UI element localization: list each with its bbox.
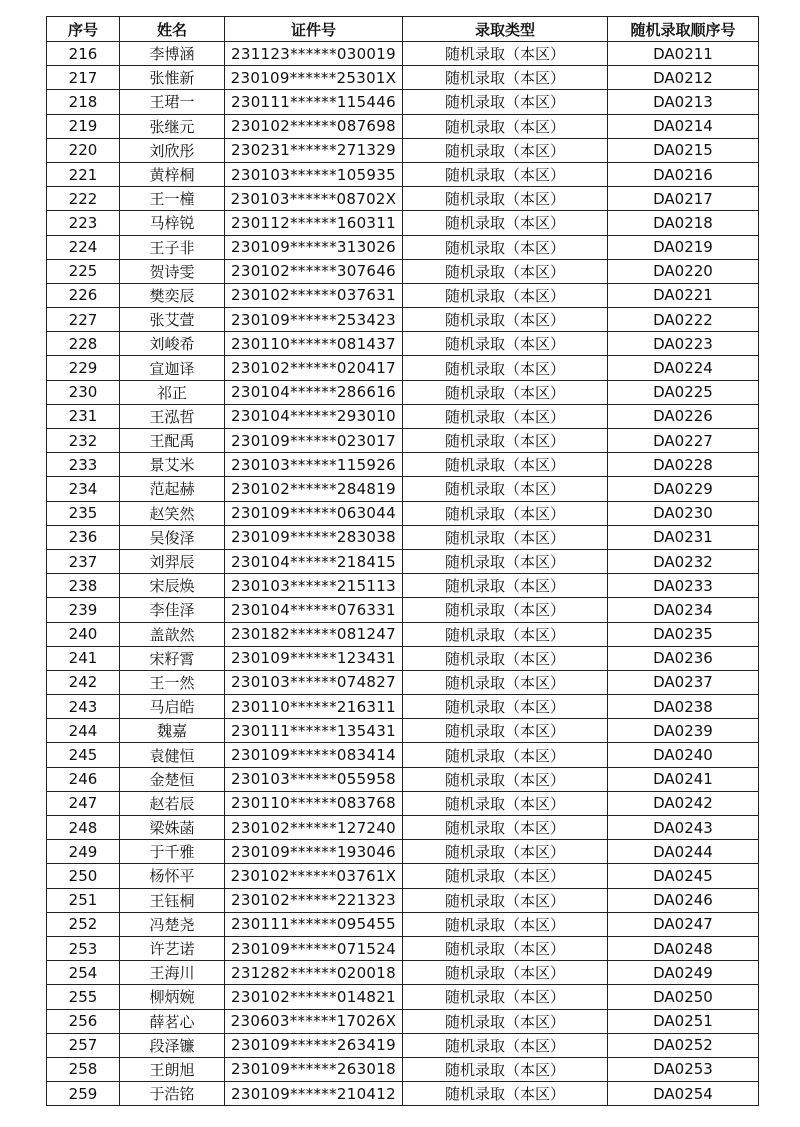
cell-serial: 239 [47, 598, 120, 622]
cell-random-order: DA0254 [608, 1082, 759, 1106]
cell-admission-type: 随机录取（本区） [403, 549, 608, 573]
cell-random-order: DA0231 [608, 525, 759, 549]
table-row [47, 695, 759, 719]
table-row [47, 187, 759, 211]
cell-admission-type: 随机录取（本区） [403, 670, 608, 694]
table-row [47, 816, 759, 840]
cell-name: 王一然 [120, 670, 225, 694]
cell-random-order: DA0236 [608, 646, 759, 670]
cell-serial: 238 [47, 574, 120, 598]
table-row [47, 743, 759, 767]
cell-id-number: 230111******095455 [225, 912, 403, 936]
table-header-row [47, 17, 759, 42]
cell-name: 柳炳婉 [120, 985, 225, 1009]
cell-admission-type: 随机录取（本区） [403, 695, 608, 719]
cell-id-number: 230103******115926 [225, 453, 403, 477]
cell-admission-type: 随机录取（本区） [403, 66, 608, 90]
table-row [47, 308, 759, 332]
cell-serial: 230 [47, 380, 120, 404]
cell-random-order: DA0214 [608, 114, 759, 138]
table-row [47, 1082, 759, 1106]
cell-random-order: DA0246 [608, 888, 759, 912]
cell-serial: 243 [47, 695, 120, 719]
cell-admission-type: 随机录取（本区） [403, 1082, 608, 1106]
cell-random-order: DA0240 [608, 743, 759, 767]
cell-name: 吴俊泽 [120, 525, 225, 549]
cell-admission-type: 随机录取（本区） [403, 187, 608, 211]
cell-admission-type: 随机录取（本区） [403, 791, 608, 815]
cell-random-order: DA0243 [608, 816, 759, 840]
cell-id-number: 231123******030019 [225, 42, 403, 66]
table-row [47, 429, 759, 453]
cell-name: 冯楚尧 [120, 912, 225, 936]
cell-serial: 258 [47, 1057, 120, 1081]
cell-id-number: 230104******076331 [225, 598, 403, 622]
cell-id-number: 230110******216311 [225, 695, 403, 719]
table-row [47, 912, 759, 936]
cell-serial: 254 [47, 961, 120, 985]
cell-serial: 218 [47, 90, 120, 114]
cell-serial: 255 [47, 985, 120, 1009]
cell-admission-type: 随机录取（本区） [403, 912, 608, 936]
cell-name: 宋辰焕 [120, 574, 225, 598]
table-row [47, 90, 759, 114]
table-row [47, 622, 759, 646]
cell-id-number: 230103******055958 [225, 767, 403, 791]
cell-admission-type: 随机录取（本区） [403, 936, 608, 960]
cell-name: 李佳泽 [120, 598, 225, 622]
table-row [47, 888, 759, 912]
cell-name: 马启皓 [120, 695, 225, 719]
cell-admission-type: 随机录取（本区） [403, 42, 608, 66]
cell-admission-type: 随机录取（本区） [403, 888, 608, 912]
cell-random-order: DA0234 [608, 598, 759, 622]
cell-id-number: 230104******286616 [225, 380, 403, 404]
cell-id-number: 230110******081437 [225, 332, 403, 356]
cell-serial: 217 [47, 66, 120, 90]
cell-id-number: 230102******014821 [225, 985, 403, 1009]
cell-serial: 223 [47, 211, 120, 235]
table-row [47, 332, 759, 356]
cell-admission-type: 随机录取（本区） [403, 283, 608, 307]
header-name: 姓名 [120, 17, 225, 42]
table-row [47, 114, 759, 138]
cell-serial: 257 [47, 1033, 120, 1057]
cell-random-order: DA0232 [608, 549, 759, 573]
cell-admission-type: 随机录取（本区） [403, 985, 608, 1009]
cell-random-order: DA0217 [608, 187, 759, 211]
table-row [47, 936, 759, 960]
cell-id-number: 230109******083414 [225, 743, 403, 767]
table-row [47, 42, 759, 66]
cell-random-order: DA0220 [608, 259, 759, 283]
cell-id-number: 230112******160311 [225, 211, 403, 235]
admission-list-sheet [46, 16, 758, 1106]
cell-admission-type: 随机录取（本区） [403, 380, 608, 404]
cell-serial: 241 [47, 646, 120, 670]
cell-random-order: DA0226 [608, 404, 759, 428]
cell-admission-type: 随机录取（本区） [403, 1057, 608, 1081]
cell-id-number: 230103******215113 [225, 574, 403, 598]
cell-id-number: 230102******037631 [225, 283, 403, 307]
cell-id-number: 230103******074827 [225, 670, 403, 694]
cell-admission-type: 随机录取（本区） [403, 259, 608, 283]
cell-name: 王珺一 [120, 90, 225, 114]
admission-table [46, 16, 759, 1106]
cell-random-order: DA0247 [608, 912, 759, 936]
cell-admission-type: 随机录取（本区） [403, 646, 608, 670]
cell-random-order: DA0223 [608, 332, 759, 356]
cell-serial: 253 [47, 936, 120, 960]
cell-name: 盖歆然 [120, 622, 225, 646]
cell-name: 马梓锐 [120, 211, 225, 235]
cell-name: 王配禹 [120, 429, 225, 453]
cell-id-number: 230109******063044 [225, 501, 403, 525]
cell-admission-type: 随机录取（本区） [403, 356, 608, 380]
cell-random-order: DA0230 [608, 501, 759, 525]
cell-admission-type: 随机录取（本区） [403, 453, 608, 477]
cell-id-number: 230103******105935 [225, 162, 403, 186]
cell-random-order: DA0248 [608, 936, 759, 960]
cell-random-order: DA0241 [608, 767, 759, 791]
cell-admission-type: 随机录取（本区） [403, 477, 608, 501]
cell-name: 王朗旭 [120, 1057, 225, 1081]
cell-name: 薛茗心 [120, 1009, 225, 1033]
table-row [47, 259, 759, 283]
cell-serial: 229 [47, 356, 120, 380]
cell-serial: 216 [47, 42, 120, 66]
table-row [47, 283, 759, 307]
header-admission-type: 录取类型 [403, 17, 608, 42]
table-row [47, 138, 759, 162]
cell-admission-type: 随机录取（本区） [403, 743, 608, 767]
cell-random-order: DA0215 [608, 138, 759, 162]
cell-admission-type: 随机录取（本区） [403, 501, 608, 525]
cell-id-number: 230603******17026X [225, 1009, 403, 1033]
cell-admission-type: 随机录取（本区） [403, 1033, 608, 1057]
cell-random-order: DA0212 [608, 66, 759, 90]
cell-id-number: 230109******023017 [225, 429, 403, 453]
table-row [47, 477, 759, 501]
cell-name: 刘羿辰 [120, 549, 225, 573]
cell-id-number: 230102******020417 [225, 356, 403, 380]
table-row [47, 767, 759, 791]
cell-id-number: 230109******123431 [225, 646, 403, 670]
cell-name: 王一橦 [120, 187, 225, 211]
cell-name: 金楚恒 [120, 767, 225, 791]
cell-id-number: 231282******020018 [225, 961, 403, 985]
cell-id-number: 230103******08702X [225, 187, 403, 211]
cell-name: 王钰桐 [120, 888, 225, 912]
cell-name: 李博涵 [120, 42, 225, 66]
cell-id-number: 230109******263018 [225, 1057, 403, 1081]
cell-admission-type: 随机录取（本区） [403, 332, 608, 356]
table-row [47, 961, 759, 985]
cell-admission-type: 随机录取（本区） [403, 162, 608, 186]
cell-name: 王海川 [120, 961, 225, 985]
cell-admission-type: 随机录取（本区） [403, 598, 608, 622]
cell-id-number: 230109******253423 [225, 308, 403, 332]
cell-id-number: 230109******283038 [225, 525, 403, 549]
table-row [47, 162, 759, 186]
cell-name: 魏嘉 [120, 719, 225, 743]
cell-random-order: DA0233 [608, 574, 759, 598]
cell-id-number: 230182******081247 [225, 622, 403, 646]
cell-serial: 237 [47, 549, 120, 573]
cell-name: 袁健恒 [120, 743, 225, 767]
cell-id-number: 230109******193046 [225, 840, 403, 864]
cell-serial: 249 [47, 840, 120, 864]
cell-id-number: 230109******25301X [225, 66, 403, 90]
table-body [47, 42, 759, 1106]
cell-name: 黄梓桐 [120, 162, 225, 186]
cell-admission-type: 随机录取（本区） [403, 864, 608, 888]
table-row [47, 356, 759, 380]
cell-serial: 224 [47, 235, 120, 259]
cell-random-order: DA0253 [608, 1057, 759, 1081]
cell-admission-type: 随机录取（本区） [403, 1009, 608, 1033]
cell-serial: 228 [47, 332, 120, 356]
table-row [47, 404, 759, 428]
cell-id-number: 230110******083768 [225, 791, 403, 815]
cell-admission-type: 随机录取（本区） [403, 404, 608, 428]
cell-name: 梁姝菡 [120, 816, 225, 840]
cell-random-order: DA0238 [608, 695, 759, 719]
table-row [47, 66, 759, 90]
table-row [47, 525, 759, 549]
cell-name: 贺诗雯 [120, 259, 225, 283]
cell-serial: 246 [47, 767, 120, 791]
cell-name: 王泓哲 [120, 404, 225, 428]
table-row [47, 791, 759, 815]
table-row [47, 1057, 759, 1081]
cell-id-number: 230109******210412 [225, 1082, 403, 1106]
cell-serial: 231 [47, 404, 120, 428]
cell-name: 宣迦译 [120, 356, 225, 380]
cell-name: 景艾米 [120, 453, 225, 477]
cell-name: 王子非 [120, 235, 225, 259]
cell-random-order: DA0228 [608, 453, 759, 477]
cell-random-order: DA0219 [608, 235, 759, 259]
cell-random-order: DA0250 [608, 985, 759, 1009]
cell-serial: 221 [47, 162, 120, 186]
cell-id-number: 230231******271329 [225, 138, 403, 162]
cell-admission-type: 随机录取（本区） [403, 429, 608, 453]
cell-random-order: DA0252 [608, 1033, 759, 1057]
cell-id-number: 230102******221323 [225, 888, 403, 912]
cell-serial: 222 [47, 187, 120, 211]
cell-name: 樊奕辰 [120, 283, 225, 307]
cell-random-order: DA0221 [608, 283, 759, 307]
cell-random-order: DA0222 [608, 308, 759, 332]
cell-admission-type: 随机录取（本区） [403, 816, 608, 840]
table-row [47, 235, 759, 259]
cell-serial: 233 [47, 453, 120, 477]
table-row [47, 670, 759, 694]
cell-id-number: 230102******307646 [225, 259, 403, 283]
cell-serial: 247 [47, 791, 120, 815]
cell-name: 范起赫 [120, 477, 225, 501]
cell-admission-type: 随机录取（本区） [403, 308, 608, 332]
cell-serial: 235 [47, 501, 120, 525]
cell-name: 杨怀平 [120, 864, 225, 888]
table-row [47, 211, 759, 235]
cell-id-number: 230104******293010 [225, 404, 403, 428]
cell-admission-type: 随机录取（本区） [403, 90, 608, 114]
cell-serial: 226 [47, 283, 120, 307]
cell-random-order: DA0242 [608, 791, 759, 815]
table-row [47, 380, 759, 404]
cell-admission-type: 随机录取（本区） [403, 961, 608, 985]
cell-id-number: 230102******087698 [225, 114, 403, 138]
cell-random-order: DA0249 [608, 961, 759, 985]
cell-id-number: 230102******284819 [225, 477, 403, 501]
table-row [47, 549, 759, 573]
cell-admission-type: 随机录取（本区） [403, 235, 608, 259]
cell-name: 刘峻希 [120, 332, 225, 356]
cell-admission-type: 随机录取（本区） [403, 525, 608, 549]
cell-admission-type: 随机录取（本区） [403, 622, 608, 646]
cell-admission-type: 随机录取（本区） [403, 719, 608, 743]
cell-admission-type: 随机录取（本区） [403, 767, 608, 791]
cell-serial: 251 [47, 888, 120, 912]
cell-admission-type: 随机录取（本区） [403, 840, 608, 864]
cell-serial: 259 [47, 1082, 120, 1106]
cell-id-number: 230111******135431 [225, 719, 403, 743]
table-row [47, 985, 759, 1009]
cell-name: 赵笑然 [120, 501, 225, 525]
cell-id-number: 230109******313026 [225, 235, 403, 259]
cell-id-number: 230111******115446 [225, 90, 403, 114]
cell-name: 许艺诺 [120, 936, 225, 960]
cell-name: 张继元 [120, 114, 225, 138]
cell-random-order: DA0245 [608, 864, 759, 888]
table-row [47, 574, 759, 598]
cell-name: 段泽镰 [120, 1033, 225, 1057]
cell-serial: 236 [47, 525, 120, 549]
cell-name: 张艾萱 [120, 308, 225, 332]
cell-serial: 219 [47, 114, 120, 138]
cell-random-order: DA0227 [608, 429, 759, 453]
cell-id-number: 230109******071524 [225, 936, 403, 960]
table-row [47, 864, 759, 888]
cell-admission-type: 随机录取（本区） [403, 211, 608, 235]
cell-serial: 240 [47, 622, 120, 646]
cell-serial: 250 [47, 864, 120, 888]
cell-name: 宋籽霄 [120, 646, 225, 670]
cell-admission-type: 随机录取（本区） [403, 114, 608, 138]
cell-serial: 232 [47, 429, 120, 453]
cell-random-order: DA0213 [608, 90, 759, 114]
cell-random-order: DA0225 [608, 380, 759, 404]
cell-admission-type: 随机录取（本区） [403, 138, 608, 162]
cell-serial: 234 [47, 477, 120, 501]
cell-name: 于千雅 [120, 840, 225, 864]
cell-name: 赵若辰 [120, 791, 225, 815]
header-id-number: 证件号 [225, 17, 403, 42]
cell-random-order: DA0239 [608, 719, 759, 743]
cell-name: 张惟新 [120, 66, 225, 90]
table-row [47, 646, 759, 670]
cell-random-order: DA0224 [608, 356, 759, 380]
cell-serial: 225 [47, 259, 120, 283]
cell-random-order: DA0216 [608, 162, 759, 186]
cell-id-number: 230102******127240 [225, 816, 403, 840]
cell-id-number: 230102******03761X [225, 864, 403, 888]
cell-id-number: 230109******263419 [225, 1033, 403, 1057]
cell-serial: 227 [47, 308, 120, 332]
cell-random-order: DA0218 [608, 211, 759, 235]
cell-serial: 252 [47, 912, 120, 936]
cell-random-order: DA0229 [608, 477, 759, 501]
table-row [47, 719, 759, 743]
cell-serial: 242 [47, 670, 120, 694]
cell-random-order: DA0211 [608, 42, 759, 66]
table-row [47, 1009, 759, 1033]
table-row [47, 598, 759, 622]
table-row [47, 1033, 759, 1057]
cell-name: 于浩铭 [120, 1082, 225, 1106]
cell-name: 刘欣彤 [120, 138, 225, 162]
table-row [47, 501, 759, 525]
cell-random-order: DA0251 [608, 1009, 759, 1033]
header-random-order: 随机录取顺序号 [608, 17, 759, 42]
cell-random-order: DA0235 [608, 622, 759, 646]
cell-name: 祁正 [120, 380, 225, 404]
cell-serial: 220 [47, 138, 120, 162]
cell-serial: 248 [47, 816, 120, 840]
cell-id-number: 230104******218415 [225, 549, 403, 573]
cell-random-order: DA0237 [608, 670, 759, 694]
table-row [47, 840, 759, 864]
cell-admission-type: 随机录取（本区） [403, 574, 608, 598]
header-serial: 序号 [47, 17, 120, 42]
cell-random-order: DA0244 [608, 840, 759, 864]
cell-serial: 256 [47, 1009, 120, 1033]
table-row [47, 453, 759, 477]
cell-serial: 245 [47, 743, 120, 767]
cell-serial: 244 [47, 719, 120, 743]
